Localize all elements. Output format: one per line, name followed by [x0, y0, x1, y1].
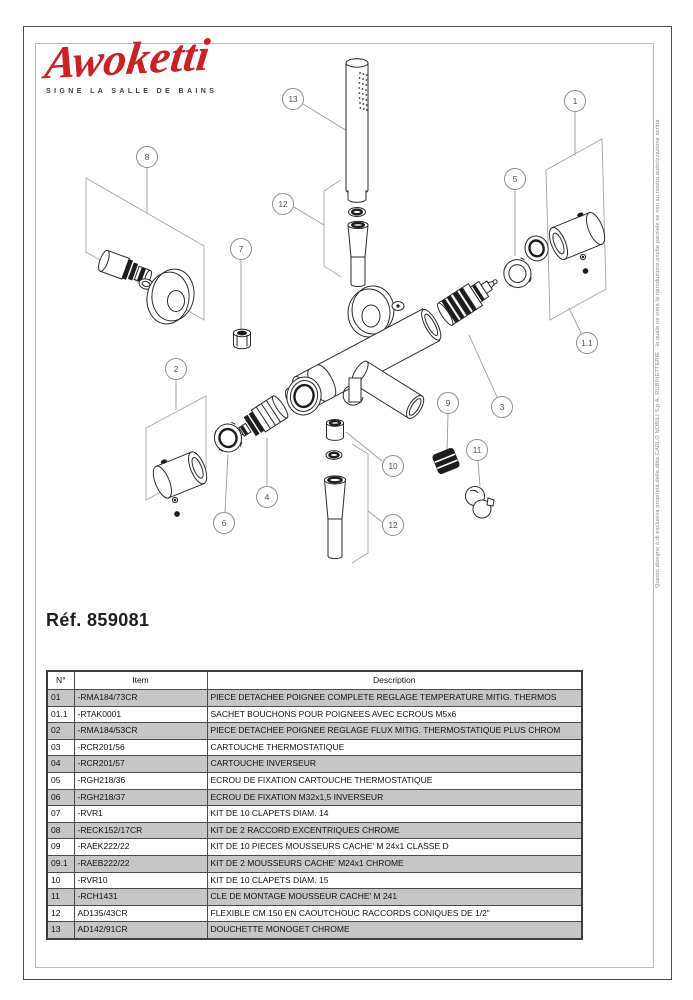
callout-3 — [492, 397, 513, 418]
table-cell: -RCR201/57 — [74, 756, 207, 773]
callout-9 — [438, 393, 459, 414]
callout-12 — [383, 515, 404, 536]
table-cell: 02 — [47, 723, 74, 740]
table-cell: 13 — [47, 922, 74, 939]
parts-table-body — [47, 690, 582, 939]
thermostatic-cartridge — [435, 270, 504, 327]
table-cell: 11 — [47, 889, 74, 906]
table-cell: 03 — [47, 739, 74, 756]
table-row — [47, 806, 582, 823]
table-row — [47, 756, 582, 773]
table-cell: -RGH218/37 — [74, 789, 207, 806]
table-cell: -RECK152/17CR — [74, 822, 207, 839]
table-row — [47, 739, 582, 756]
svg-text:1: 1 — [572, 97, 578, 106]
table-row — [47, 772, 582, 789]
table-cell: FLEXIBLE CM.150 EN CAOUTCHOUC RACCORDS CONIQUES DE 1/2" — [207, 905, 582, 922]
svg-text:3: 3 — [499, 403, 505, 412]
flux-handle — [148, 446, 210, 500]
svg-text:5: 5 — [512, 175, 518, 184]
table-row — [47, 905, 582, 922]
callout-1.1 — [577, 333, 598, 354]
column-header: Item — [74, 671, 207, 690]
table-cell: PIECE DETACHEE POIGNEE COMPLETE REGLAGE TEMPERATURE MITIG. THERMOS — [207, 690, 582, 707]
inverter-ring-nut — [211, 421, 245, 456]
table-cell: 05 — [47, 772, 74, 789]
table-cell: KIT DE 2 MOUSSEURS CACHE' M24x1 CHROME — [207, 855, 582, 872]
callout-11 — [467, 440, 488, 461]
table-row — [47, 690, 582, 707]
table-cell: 10 — [47, 872, 74, 889]
callout-8 — [137, 147, 158, 168]
table-cell: 04 — [47, 756, 74, 773]
table-cell: -RCR201/56 — [74, 739, 207, 756]
table-cell: KIT DE 10 PIECES MOUSSEURS CACHE' M 24x1 CLASSE D — [207, 839, 582, 856]
callout-4 — [257, 487, 278, 508]
column-header: N° — [47, 671, 74, 690]
table-cell: -RTAK0001 — [74, 706, 207, 723]
svg-text:12: 12 — [388, 521, 398, 530]
svg-text:8: 8 — [144, 153, 150, 162]
table-cell: SACHET BOUCHONS POUR POIGNEES AVEC ECROUS M5x6 — [207, 706, 582, 723]
table-cell: DOUCHETTE MONOGET CHROME — [207, 922, 582, 939]
table-cell: 08 — [47, 822, 74, 839]
table-row — [47, 922, 582, 939]
valve-nut — [234, 329, 251, 349]
svg-text:12: 12 — [278, 200, 288, 209]
mounting-key — [466, 487, 495, 519]
svg-text:10: 10 — [388, 462, 398, 471]
callout-12 — [273, 194, 294, 215]
table-cell: 06 — [47, 789, 74, 806]
table-cell: CARTOUCHE THERMOSTATIQUE — [207, 739, 582, 756]
table-cell: CARTOUCHE INVERSEUR — [207, 756, 582, 773]
table-row — [47, 872, 582, 889]
table-cell: 07 — [47, 806, 74, 823]
table-cell: -RAEB222/22 — [74, 855, 207, 872]
brand-tagline: SIGNE LA SALLE DE BAINS — [46, 88, 218, 95]
table-row — [47, 706, 582, 723]
mixer-body — [279, 286, 445, 421]
table-row — [47, 822, 582, 839]
temperature-handle — [544, 207, 608, 262]
table-row — [47, 855, 582, 872]
callout-6 — [214, 513, 235, 534]
handle2-screws — [172, 497, 179, 516]
hand-shower — [346, 59, 368, 203]
table-cell: -RGH218/36 — [74, 772, 207, 789]
table-row — [47, 789, 582, 806]
table-cell: 09.1 — [47, 855, 74, 872]
table-cell: KIT DE 10 CLAPETS DIAM. 15 — [207, 872, 582, 889]
aerator — [432, 448, 460, 475]
callout-10 — [383, 456, 404, 477]
table-cell: 01 — [47, 690, 74, 707]
svg-text:4: 4 — [264, 493, 270, 502]
handle-screws — [580, 254, 588, 273]
table-cell: PIECE DETACHEE POIGNEE REGLAGE FLUX MITIG. THERMOSTATIQUE PLUS CHROM — [207, 723, 582, 740]
svg-text:1.1: 1.1 — [581, 339, 593, 348]
table-cell: ECROU DE FIXATION CARTOUCHE THERMOSTATIQUE — [207, 772, 582, 789]
copyright-side-note: Questo disegno è di esclusiva proprietà della ditta CARLO NOBILI S.p.A. RUBINETTERIE - la quale ne vieta la riproduzione,anche parziale se non su nostra autorizzazione scritta — [655, 119, 661, 588]
callout-5 — [505, 169, 526, 190]
table-cell: ECROU DE FIXATION M32x1,5 INVERSEUR — [207, 789, 582, 806]
table-cell: AD142/91CR — [74, 922, 207, 939]
callout-7 — [231, 239, 252, 260]
table-cell: -RMA184/73CR — [74, 690, 207, 707]
hose-end-upper — [348, 208, 368, 287]
column-header: Description — [207, 671, 582, 690]
table-cell: KIT DE 2 RACCORD EXCENTRIQUES CHROME — [207, 822, 582, 839]
table-row — [47, 889, 582, 906]
table-cell: 12 — [47, 905, 74, 922]
svg-text:13: 13 — [288, 95, 298, 104]
table-cell: KIT DE 10 CLAPETS DIAM. 14 — [207, 806, 582, 823]
table-row — [47, 723, 582, 740]
svg-text:7: 7 — [238, 245, 244, 254]
callout-2 — [166, 359, 187, 380]
callout-13 — [283, 89, 304, 110]
parts-table-header-row — [47, 671, 582, 690]
reference-number: Réf. 859081 — [46, 610, 150, 630]
table-cell: AD135/43CR — [74, 905, 207, 922]
table-cell: CLE DE MONTAGE MOUSSEUR CACHE' M 241 — [207, 889, 582, 906]
parts-table — [46, 670, 583, 940]
table-row — [47, 839, 582, 856]
hose-end-lower — [325, 420, 346, 559]
brand-script-text: Awoketti — [42, 28, 213, 89]
callout-1 — [565, 91, 586, 112]
svg-text:2: 2 — [173, 365, 179, 374]
svg-text:11: 11 — [472, 446, 482, 455]
table-cell: 01.1 — [47, 706, 74, 723]
table-cell: -RCH1431 — [74, 889, 207, 906]
table-cell: -RAEK222/22 — [74, 839, 207, 856]
table-cell: -RMA184/53CR — [74, 723, 207, 740]
svg-text:6: 6 — [221, 519, 227, 528]
table-cell: 09 — [47, 839, 74, 856]
svg-text:9: 9 — [445, 399, 451, 408]
brand-logo — [42, 28, 266, 95]
table-cell: -RVR10 — [74, 872, 207, 889]
table-cell: -RVR1 — [74, 806, 207, 823]
